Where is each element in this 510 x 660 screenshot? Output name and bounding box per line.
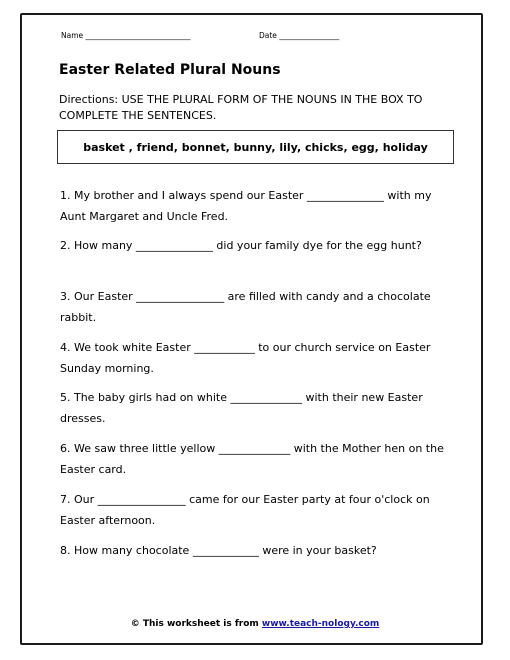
worksheet-title: Easter Related Plural Nouns	[59, 62, 281, 78]
question-2: 2. How many ______________ did your family dye for the egg hunt?	[60, 239, 422, 252]
question-6: 6. We saw three little yellow _____________ with the Mother hen on the Easter card.	[60, 442, 444, 476]
word-bank-text: basket , friend, bonnet, bunny, lily, chicks, egg, holiday	[83, 140, 428, 154]
footer-link[interactable]: www.teach-nology.com	[261, 619, 380, 629]
date-field-line: Date ________________	[259, 31, 340, 40]
question-8: 8. How many chocolate ____________ were in your basket?	[60, 544, 377, 557]
footer-credit-text: © This worksheet is from	[130, 619, 262, 629]
question-4: 4. We took white Easter ___________ to our church service on Easter Sunday morning.	[60, 341, 431, 375]
question-7: 7. Our ________________ came for our Easter party at four o'clock on Easter afternoon.	[60, 493, 430, 527]
question-5: 5. The baby girls had on white _____________ with their new Easter dresses.	[60, 391, 423, 425]
question-1: 1. My brother and I always spend our Easter ______________ with my Aunt Margaret and Uncle Fred.	[60, 189, 432, 223]
footer-credit	[0, 619, 510, 629]
directions-text: Directions: USE THE PLURAL FORM OF THE NOUNS IN THE BOX TO COMPLETE THE SENTENCES.	[59, 93, 423, 122]
word-bank-box	[57, 130, 454, 164]
name-field-line: Name ____________________________	[61, 31, 191, 40]
question-3: 3. Our Easter ________________ are filled with candy and a chocolate rabbit.	[60, 290, 431, 324]
